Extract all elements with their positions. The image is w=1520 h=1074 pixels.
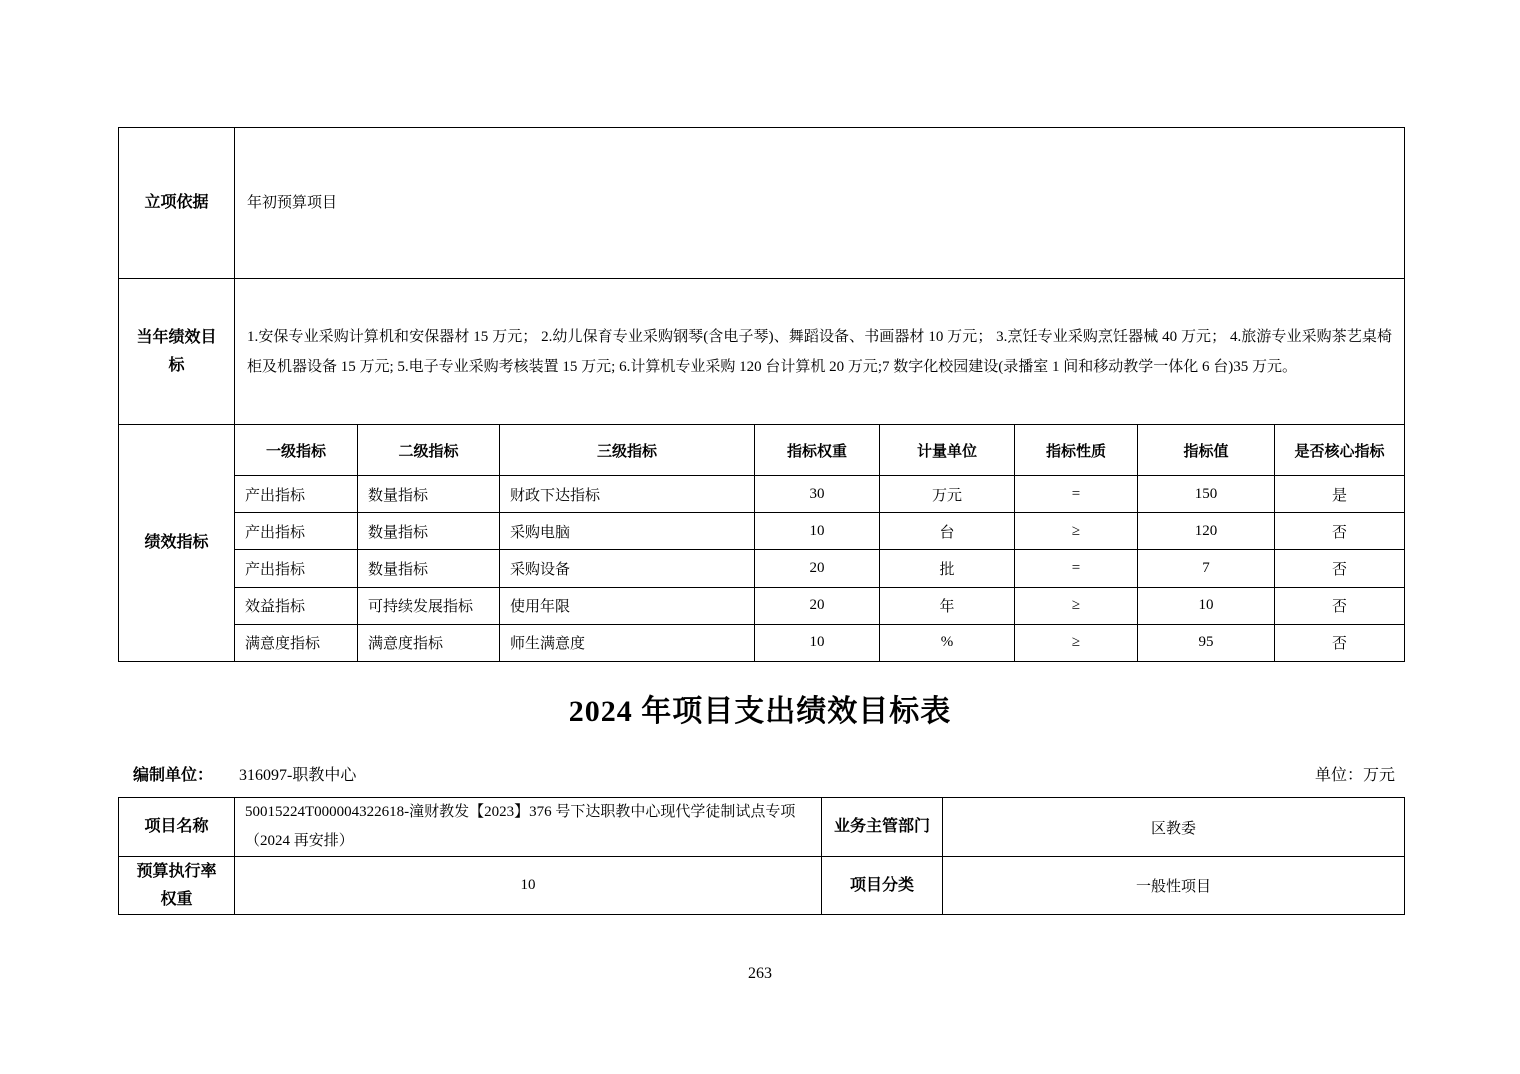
project-name-label: 项目名称 (144, 818, 209, 835)
project-basis-label: 立项依据 (144, 194, 209, 211)
indicator-cell: 否 (1274, 550, 1404, 586)
indicator-cell: 数量指标 (357, 476, 499, 512)
indicator-row (235, 475, 1404, 512)
indicator-cell: ≥ (1014, 588, 1137, 624)
indicator-cell: = (1014, 476, 1137, 512)
indicator-cell: 采购电脑 (499, 513, 754, 549)
header-cell: 一级指标 (265, 443, 326, 460)
supervising-dept-label: 业务主管部门 (821, 798, 942, 856)
indicator-cell: 30 (754, 476, 879, 512)
indicator-cell: 年 (879, 588, 1014, 624)
indicator-cell: 95 (1137, 625, 1274, 661)
indicator-cell: 数量指标 (357, 513, 499, 549)
indicator-cell: 150 (1137, 476, 1274, 512)
indicator-cell: 是 (1274, 476, 1404, 512)
indicator-cell: 效益指标 (245, 599, 306, 616)
header-cell: 三级指标 (499, 425, 754, 475)
meta-line (118, 762, 1405, 785)
indicator-cell: ≥ (1014, 513, 1137, 549)
budget-weight-row (119, 856, 1404, 914)
annual-target-row (119, 278, 1404, 424)
indicator-cell: 师生满意度 (499, 625, 754, 661)
project-name-row (119, 798, 1404, 856)
project-basis-value-cell (234, 128, 1404, 278)
indicator-cell: 20 (754, 550, 879, 586)
indicator-cell: 120 (1137, 513, 1274, 549)
annual-target-value: 1.安保专业采购计算机和安保器材 15 万元； 2.幼儿保育专业采购钢琴(含电子琴)、舞蹈设备、书画器材 10 万元； 3.烹饪专业采购烹饪器械 40 万元； 4.旅游专业采购茶艺桌椅柜及机器设备 15 万元; 5.电子专业采购考核装置 15 万元; 6.计算机专业采购 120 台计算机 20 万元;7 数字化校园建设(录播室 1 间和移动教学一体化 6 台)35 万元。 (247, 328, 1392, 375)
annual-target-label: 当年绩效目标 (136, 328, 217, 374)
prepared-by-value: 316097-职教中心 (239, 767, 357, 784)
indicator-cell: 否 (1274, 625, 1404, 661)
indicator-cell: % (879, 625, 1014, 661)
indicator-cell: 满意度指标 (245, 636, 321, 653)
indicator-cell: 10 (754, 513, 879, 549)
indicator-cell: 产出指标 (245, 487, 306, 504)
indicator-cell: 采购设备 (499, 550, 754, 586)
indicator-cell: 产出指标 (245, 524, 306, 541)
header-cell: 计量单位 (879, 425, 1014, 475)
indicator-cell: 批 (879, 550, 1014, 586)
indicator-cell: 满意度指标 (357, 625, 499, 661)
project-category-value: 一般性项目 (942, 857, 1404, 914)
indicator-cell: 使用年限 (499, 588, 754, 624)
indicator-cell: = (1014, 550, 1137, 586)
indicator-cell: ≥ (1014, 625, 1137, 661)
header-cell: 是否核心指标 (1274, 425, 1404, 475)
indicator-cell: 10 (754, 625, 879, 661)
project-basis-row (119, 128, 1404, 278)
indicator-cell: 7 (1137, 550, 1274, 586)
indicator-grid (234, 425, 1404, 661)
unit-note: 单位：万元 (1314, 767, 1395, 784)
performance-target-table (118, 127, 1405, 662)
indicator-cell: 财政下达指标 (499, 476, 754, 512)
budget-weight-value: 10 (234, 857, 821, 914)
indicator-header-row (235, 425, 1404, 475)
indicator-cell: 数量指标 (357, 550, 499, 586)
supervising-dept-value: 区教委 (942, 798, 1404, 856)
page-number: 263 (748, 965, 772, 982)
indicator-cell: 万元 (879, 476, 1014, 512)
project-category-label: 项目分类 (821, 857, 942, 914)
page-title: 2024 年项目支出绩效目标表 (568, 695, 952, 728)
indicators-row (119, 424, 1404, 661)
indicator-cell: 否 (1274, 513, 1404, 549)
annual-target-value-cell (234, 279, 1404, 424)
indicator-cell: 台 (879, 513, 1014, 549)
indicators-label: 绩效指标 (144, 534, 209, 551)
prepared-by-label: 编制单位： (133, 767, 214, 784)
indicator-cell: 20 (754, 588, 879, 624)
project-info-table (118, 797, 1405, 915)
indicator-cell: 产出指标 (245, 562, 306, 578)
indicator-cell: 可持续发展指标 (357, 588, 499, 624)
indicator-cell: 10 (1137, 588, 1274, 624)
indicator-row (235, 587, 1404, 624)
indicator-cell: 否 (1274, 588, 1404, 624)
project-basis-value: 年初预算项目 (247, 195, 338, 211)
indicator-row (235, 624, 1404, 661)
project-name-value: 50015224T000004322618-潼财教发【2023】376 号下达职教中心现代学徒制试点专项（2024 再安排） (234, 798, 821, 856)
budget-weight-label: 预算执行率权重 (136, 862, 217, 908)
header-cell: 指标权重 (754, 425, 879, 475)
header-cell: 指标性质 (1014, 425, 1137, 475)
indicator-row (235, 549, 1404, 586)
header-cell: 二级指标 (357, 425, 499, 475)
indicator-row (235, 512, 1404, 549)
header-cell: 指标值 (1137, 425, 1274, 475)
